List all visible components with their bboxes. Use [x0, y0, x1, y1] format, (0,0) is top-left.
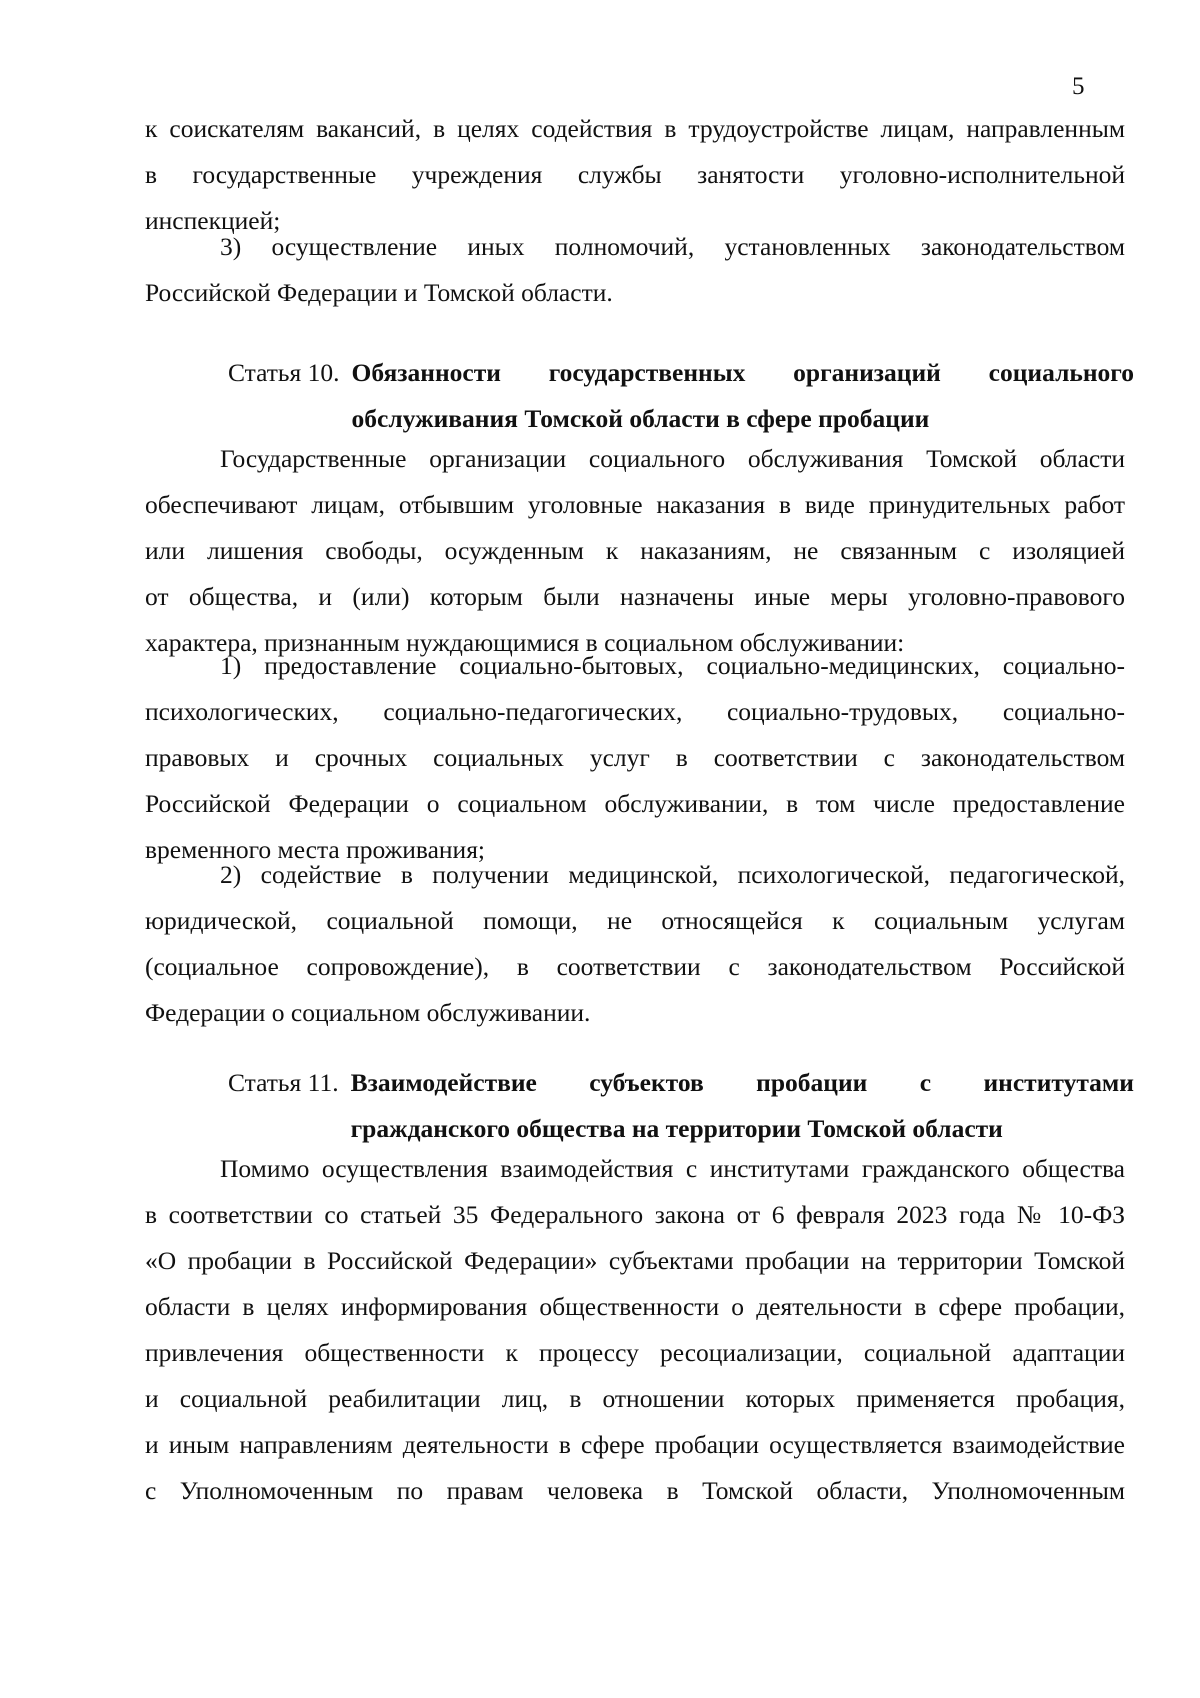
article-10-title [352, 350, 1134, 442]
title-line: обслуживания Томской области в сфере пробации [351, 404, 930, 433]
article-11-heading [228, 1060, 1134, 1152]
text-line: 1) предоставление социально-бытовых, социально-медицинских, социально- [220, 651, 1125, 680]
text-line: 3) осуществление иных полномочий, установленных законодательством [220, 232, 1125, 261]
article-10-intro [145, 436, 1125, 666]
article-11-title [351, 1060, 1134, 1152]
article-10-number: Статья 10. [228, 358, 340, 387]
article-10-item-2 [145, 852, 1125, 1036]
text-line: от общества, и (или) которым были назначены иные меры уголовно-правового [145, 582, 1125, 611]
paragraph-item-3 [145, 224, 1125, 316]
article-10-item-1 [145, 643, 1125, 873]
text-line: области в целях информирования общественности о деятельности в сфере пробации, [145, 1292, 1125, 1321]
text-line: к соискателям вакансий, в целях содействия в трудоустройстве лицам, направленным [145, 114, 1125, 143]
text-line: Государственные организации социального обслуживания Томской области [220, 444, 1125, 473]
text-line: Помимо осуществления взаимодействия с институтами гражданского общества [220, 1154, 1125, 1183]
text-line: (социальное сопровождение), в соответствии с законодательством Российской [145, 952, 1125, 981]
text-line: привлечения общественности к процессу ресоциализации, социальной адаптации [145, 1338, 1125, 1367]
title-line: Обязанности государственных организаций социального [351, 358, 1134, 387]
title-line: гражданского общества на территории Томской области [350, 1114, 1003, 1143]
text-line: Федерации о социальном обслуживании. [145, 998, 591, 1027]
text-line: психологических, социально-педагогических, социально-трудовых, социально- [145, 697, 1125, 726]
text-line: юридической, социальной помощи, не относящейся к социальным услугам [145, 906, 1125, 935]
text-line: «О пробации в Российской Федерации» субъектами пробации на территории Томской [145, 1246, 1125, 1275]
text-line: обеспечивают лицам, отбывшим уголовные наказания в виде принудительных работ [145, 490, 1125, 519]
page-number: 5 [1072, 73, 1085, 100]
text-line: инспекцией; [145, 206, 281, 235]
text-line: Российской Федерации о социальном обслуживании, в том числе предоставление [145, 789, 1125, 818]
text-line: временного места проживания; [145, 835, 486, 864]
title-line: Взаимодействие субъектов пробации с институтами [350, 1068, 1134, 1097]
text-line: с Уполномоченным по правам человека в Томской области, Уполномоченным [145, 1476, 1125, 1505]
article-10-heading [228, 350, 1134, 442]
text-line: 2) содействие в получении медицинской, психологической, педагогической, [220, 860, 1125, 889]
text-line: и иным направлениям деятельности в сфере пробации осуществляется взаимодействие [145, 1430, 1125, 1459]
text-line: в государственные учреждения службы занятости уголовно-исполнительной [145, 160, 1125, 189]
text-line: характера, признанным нуждающимися в социальном обслуживании: [145, 628, 905, 657]
text-line: и социальной реабилитации лиц, в отношении которых применяется пробация, [145, 1384, 1125, 1413]
text-line: Российской Федерации и Томской области. [145, 278, 613, 307]
article-11-body [145, 1146, 1125, 1514]
text-line: или лишения свободы, осужденным к наказаниям, не связанным с изоляцией [145, 536, 1125, 565]
text-line: в соответствии со статьей 35 Федерального закона от 6 февраля 2023 года № 10-ФЗ [145, 1200, 1125, 1229]
text-line: правовых и срочных социальных услуг в соответствии с законодательством [145, 743, 1125, 772]
article-11-number: Статья 11. [228, 1068, 339, 1097]
